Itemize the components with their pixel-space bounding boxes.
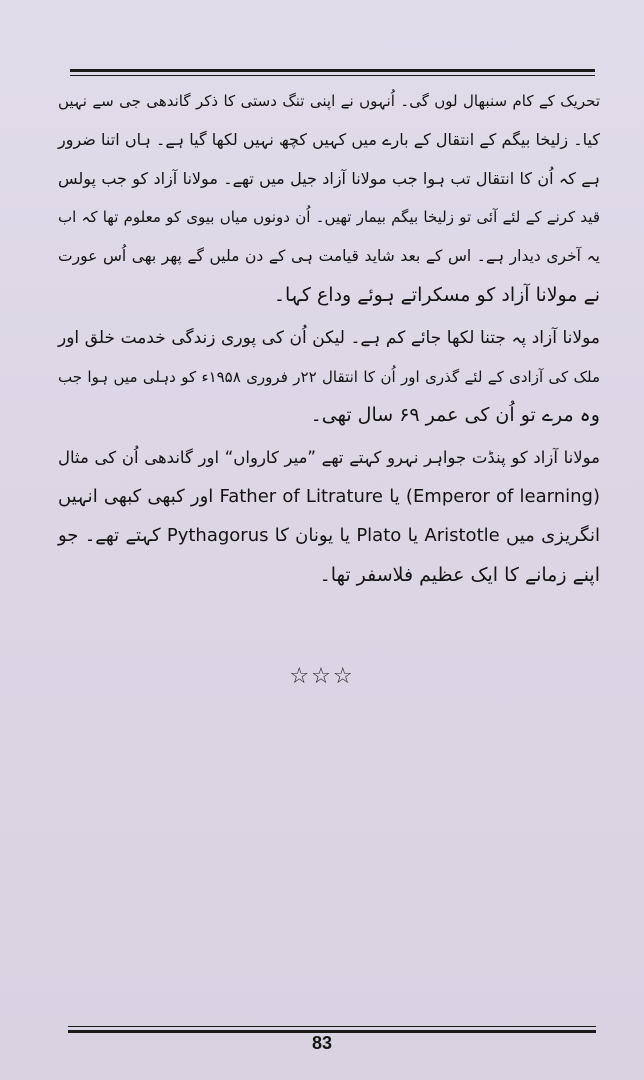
top-rule-thick <box>70 69 595 72</box>
paragraph-3 <box>58 439 600 594</box>
text-line: کیا۔ زلیخا بیگم کے انتقال کے بارے میں کہیں کچھ نہیں لکھا گیا ہے۔ ہاں اتنا ضرور <box>58 129 600 149</box>
text-line: مولانا آزاد کو پنڈت جواہر نہرو کہتے تھے ”میر کارواں“ اور گاندھی اُن کی مثال <box>58 448 600 468</box>
text-line: (Emperor of learning) یا Father of Litrature اور کبھی کبھی انہیں <box>58 485 600 507</box>
bottom-rule-thin <box>68 1026 596 1027</box>
page-body <box>58 82 600 594</box>
text-line: یہ آخری دیدار ہے۔ اس کے بعد شاید قیامت ہی کے دن ملیں گے پھر بھی اُس عورت <box>58 247 600 266</box>
top-double-rule <box>70 69 595 79</box>
text-line: ہے کہ اُن کا انتقال تب ہوا جب مولانا آزاد جیل میں تھے۔ مولانا آزاد کو جب پولس <box>58 168 600 188</box>
text-line: مولانا آزاد پہ جتنا لکھا جائے کم ہے۔ لیکن اُن کی پوری زندگی خدمت خلق اور <box>58 327 600 348</box>
text-line: وہ مرے تو اُن کی عمر ۶۹ سال تھی۔ <box>310 404 600 427</box>
paragraph-1 <box>58 82 600 315</box>
paragraph-2 <box>58 319 600 435</box>
text-line: ملک کی آزادی کے لئے گذری اور اُن کا انتقال ۲۲ر فروری ۱۹۵۸ء کو دہلی میں ہوا جب <box>58 367 600 386</box>
section-end-stars: ☆☆☆ <box>289 664 355 689</box>
text-line: اپنے زمانے کا ایک عظیم فلاسفر تھا۔ <box>319 563 600 586</box>
text-line: تحریک کے کام سنبھال لوں گی۔ اُنہوں نے اپنی تنگ دستی کا ذکر گاندھی جی سے نہیں <box>58 92 600 110</box>
text-line: قید کرنے کے لئے آئی تو زلیخا بیگم بیمار تھیں۔ اُن دونوں میاں بیوی کو معلوم تھا کہ اب <box>58 208 600 227</box>
text-line: انگریزی میں Aristotle یا Plato یا یونان کا Pythagorus کہتے تھے۔ جو <box>58 524 601 546</box>
top-rule-thin <box>70 75 595 76</box>
text-line: نے مولانا آزاد کو مسکراتے ہوئے وداع کہا۔ <box>273 283 600 306</box>
page-number: 83 <box>311 1033 333 1053</box>
